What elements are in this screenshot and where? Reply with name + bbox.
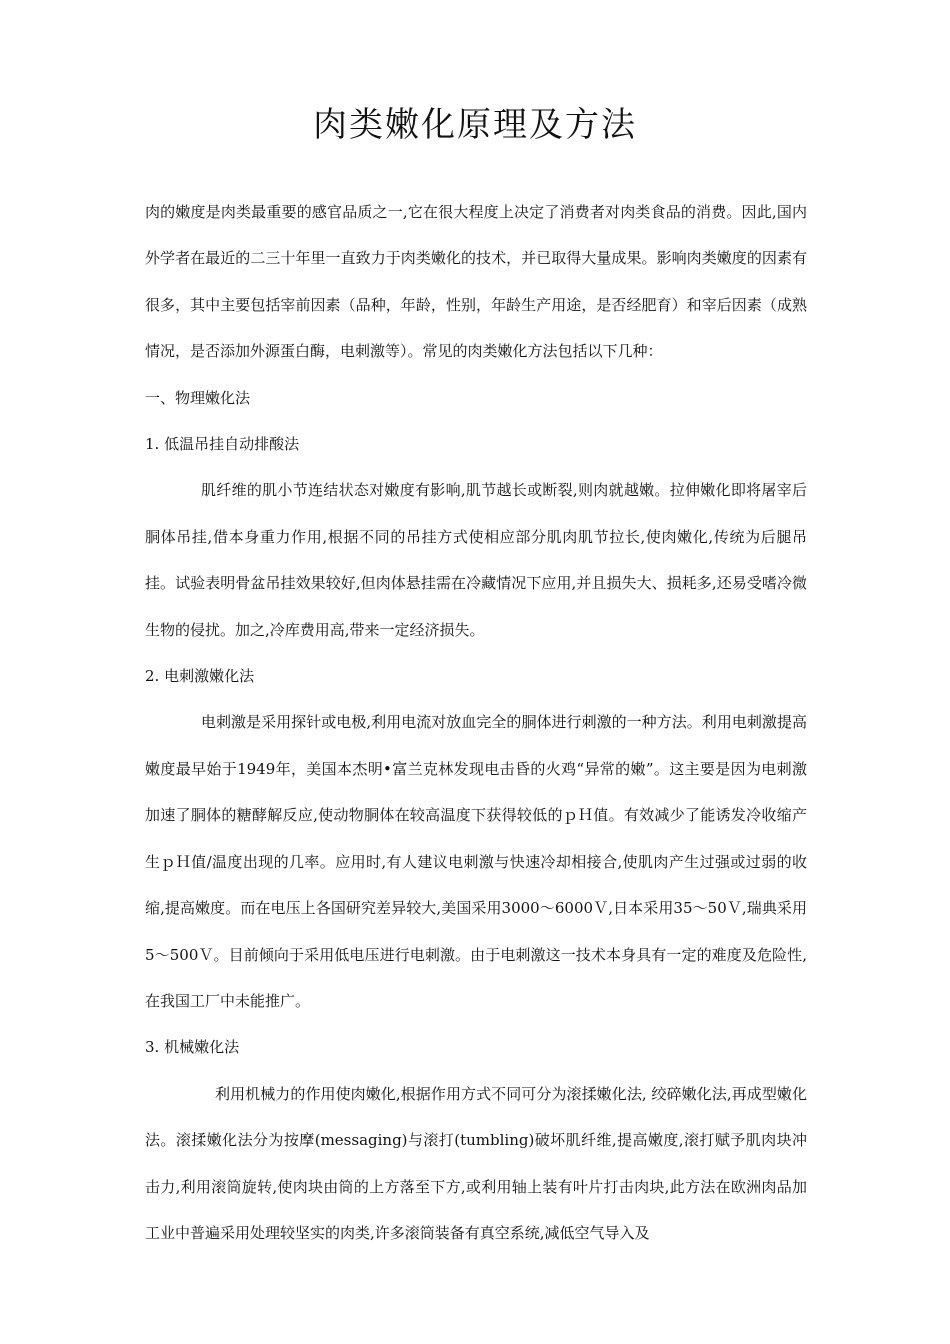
method-heading-mechanical: 3. 机械嫩化法: [145, 1038, 240, 1057]
document-title: 肉类嫩化原理及方法: [313, 105, 637, 145]
method-paragraph-low-temp-hanging: 肌纤维的肌小节连结状态对嫩度有影响,肌节越长或断裂,则肉就越嫩。拉伸嫩化即将屠宰后胴体吊挂,借本身重力作用,根据不同的吊挂方式使相应部分肌肉肌节拉长,使肉嫩化,传统为后腿吊挂。试验表明骨盆吊挂效果较好,但肉体悬挂需在冷藏情况下应用,并且损失大、损耗多,还易受嗜冷微生物的侵扰。加之,冷库费用高,带来一定经济损失。: [145, 481, 807, 639]
method-paragraph-mechanical: 利用机械力的作用使肉嫩化,根据作用方式不同可分为滚揉嫩化法, 绞碎嫩化法,再成型嫩化法。滚揉嫩化法分为按摩(messaging)与滚打(tumbling)破坏肌纤维,提高嫩度,滚打赋予肌肉块冲击力,利用滚筒旋转,使肉块由筒的上方落至下方,或利用轴上装有叶片打击肉块,此方法在欧洲肉品加工业中普遍采用处理较坚实的肉类,许多滚筒装备有真空系统,减低空气导入及: [145, 1084, 807, 1242]
section-heading-physical: 一、物理嫩化法: [145, 388, 251, 407]
method-heading-low-temp-hanging: 1. 低温吊挂自动排酸法: [145, 435, 300, 454]
document-body: [145, 189, 807, 1256]
method-heading-electrical-stimulation: 2. 电刺激嫩化法: [145, 667, 255, 686]
intro-paragraph: 肉的嫩度是肉类最重要的感官品质之一,它在很大程度上决定了消费者对肉类食品的消费。因此,国内外学者在最近的二三十年里一直致力于肉类嫩化的技术，并已取得大量成果。影响肉类嫩度的因素有很多，其中主要包括宰前因素（品种，年龄，性别，年龄生产用途，是否经肥育）和宰后因素（成熟情况，是否添加外源蛋白酶，电刺激等）。常见的肉类嫩化方法包括以下几种：: [145, 203, 807, 361]
method-paragraph-electrical-stimulation: 电刺激是采用探针或电极,利用电流对放血完全的胴体进行刺激的一种方法。利用电刺激提高嫩度最早始于1949年，美国本杰明•富兰克林发现电击昏的火鸡“异常的嫩”。这主要是因为电刺激加速了胴体的糖酵解反应,使动物胴体在较高温度下获得较低的ｐＨ值。有效减少了能诱发冷收缩产生ｐＨ值/温度出现的几率。应用时,有人建议电刺激与快速冷却相接合,使肌肉产生过强或过弱的收缩,提高嫩度。而在电压上各国研究差异较大,美国采用3000～6000Ｖ,日本采用35～50Ｖ,瑞典采用5～500Ｖ。目前倾向于采用低电压进行电刺激。由于电刺激这一技术本身具有一定的难度及危险性,在我国工厂中未能推广。: [145, 713, 807, 1010]
